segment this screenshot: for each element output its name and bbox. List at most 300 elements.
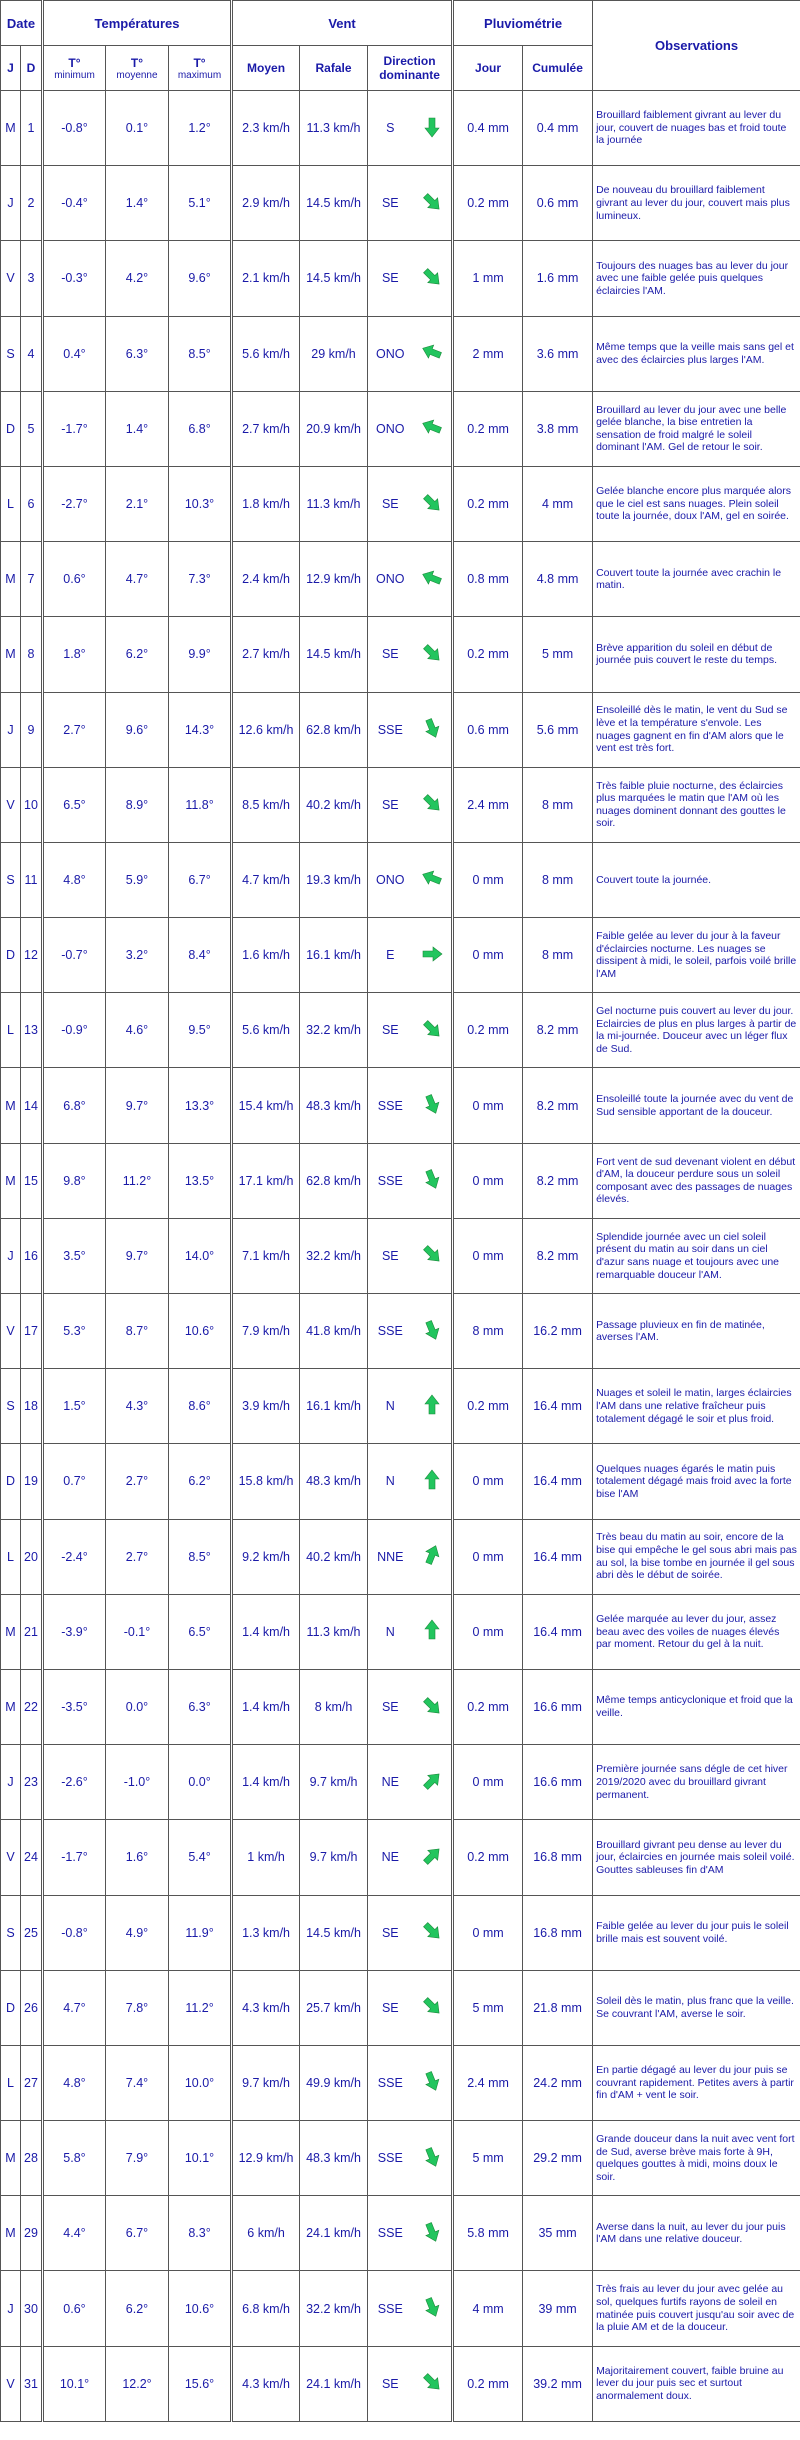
rain-cumul: 29.2 mm: [523, 2121, 593, 2196]
rain-day: 0.2 mm: [453, 1669, 523, 1744]
wind-arrow-icon: [416, 1013, 447, 1044]
wind-arrow-icon: [417, 2142, 446, 2171]
table-row: [1, 692, 800, 767]
wind-direction: NE: [368, 1820, 413, 1895]
header-observations: Observations: [593, 1, 800, 91]
wind-arrow-icon: [416, 186, 447, 217]
temp-max: 11.2°: [169, 1970, 232, 2045]
table-row: [1, 1369, 800, 1444]
wind-arrow-cell: [413, 1669, 453, 1744]
rain-cumul: 5 mm: [523, 617, 593, 692]
observation-text: Couvert toute la journée.: [593, 842, 800, 917]
rain-cumul: 8.2 mm: [523, 1143, 593, 1218]
wind-arrow-cell: [413, 1294, 453, 1369]
wind-arrow-cell: [413, 466, 453, 541]
day-letter: M: [1, 1068, 21, 1143]
observation-text: Même temps que la veille mais sans gel et avec des éclaircies plus larges l'AM.: [593, 316, 800, 391]
temp-max: 14.0°: [169, 1218, 232, 1293]
rain-cumul: 16.6 mm: [523, 1669, 593, 1744]
temp-max: 9.9°: [169, 617, 232, 692]
wind-arrow-cell: [413, 1820, 453, 1895]
temp-max: 0.0°: [169, 1745, 232, 1820]
rain-cumul: 0.6 mm: [523, 166, 593, 241]
wind-avg: 12.6 km/h: [232, 692, 300, 767]
wind-direction: SE: [368, 617, 413, 692]
wind-arrow-icon: [421, 116, 443, 138]
wind-gust: 62.8 km/h: [300, 1143, 368, 1218]
table-row: [1, 1218, 800, 1293]
temp-min: -1.7°: [43, 1820, 106, 1895]
day-letter: M: [1, 1669, 21, 1744]
table-row: [1, 767, 800, 842]
temp-avg: 4.6°: [106, 993, 169, 1068]
day-letter: S: [1, 1369, 21, 1444]
wind-arrow-cell: [413, 1369, 453, 1444]
day-number: 25: [21, 1895, 43, 1970]
wind-direction: N: [368, 1594, 413, 1669]
rain-day: 0.2 mm: [453, 166, 523, 241]
observation-text: Très faible pluie nocturne, des éclaircies plus marquées le matin que l'AM où les nuages dominent donnant des gouttes le soir.: [593, 767, 800, 842]
wind-arrow-cell: [413, 2346, 453, 2421]
wind-arrow-cell: [413, 617, 453, 692]
temp-min: -3.5°: [43, 1669, 106, 1744]
wind-avg: 8.5 km/h: [232, 767, 300, 842]
temp-min: 6.8°: [43, 1068, 106, 1143]
day-letter: M: [1, 2196, 21, 2271]
wind-gust: 32.2 km/h: [300, 993, 368, 1068]
wind-arrow-cell: [413, 1970, 453, 2045]
temp-avg: 4.9°: [106, 1895, 169, 1970]
temp-max: 6.5°: [169, 1594, 232, 1669]
rain-cumul: 16.4 mm: [523, 1519, 593, 1594]
rain-day: 0 mm: [453, 1218, 523, 1293]
wind-avg: 5.6 km/h: [232, 993, 300, 1068]
table-row: [1, 2346, 800, 2421]
temp-avg: 7.4°: [106, 2045, 169, 2120]
day-number: 12: [21, 918, 43, 993]
wind-avg: 9.7 km/h: [232, 2045, 300, 2120]
observation-text: Nuages et soleil le matin, larges éclaircies l'AM dans une relative fraîcheur puis totalement dégagé le soir et plus froid.: [593, 1369, 800, 1444]
wind-avg: 17.1 km/h: [232, 1143, 300, 1218]
wind-direction: NNE: [368, 1519, 413, 1594]
wind-avg: 2.1 km/h: [232, 241, 300, 316]
table-row: [1, 1444, 800, 1519]
wind-direction: SE: [368, 1970, 413, 2045]
wind-arrow-icon: [417, 2293, 446, 2322]
wind-gust: 40.2 km/h: [300, 767, 368, 842]
wind-arrow-cell: [413, 391, 453, 466]
day-number: 8: [21, 617, 43, 692]
wind-gust: 25.7 km/h: [300, 1970, 368, 2045]
wind-direction: ONO: [368, 542, 413, 617]
day-number: 11: [21, 842, 43, 917]
day-letter: V: [1, 2346, 21, 2421]
wind-arrow-icon: [416, 261, 447, 292]
temp-max: 10.0°: [169, 2045, 232, 2120]
wind-avg: 6.8 km/h: [232, 2271, 300, 2346]
header-tmax: T° maximum: [169, 46, 232, 91]
table-row: [1, 1745, 800, 1820]
rain-day: 0.2 mm: [453, 466, 523, 541]
wind-arrow-cell: [413, 1068, 453, 1143]
rain-day: 0 mm: [453, 1519, 523, 1594]
wind-avg: 1.3 km/h: [232, 1895, 300, 1970]
wind-gust: 40.2 km/h: [300, 1519, 368, 1594]
temp-max: 10.6°: [169, 2271, 232, 2346]
wind-gust: 19.3 km/h: [300, 842, 368, 917]
temp-max: 8.6°: [169, 1369, 232, 1444]
temp-min: 4.7°: [43, 1970, 106, 2045]
wind-arrow-icon: [417, 1541, 446, 1570]
wind-arrow-cell: [413, 2196, 453, 2271]
wind-avg: 1.4 km/h: [232, 1745, 300, 1820]
temp-avg: 4.3°: [106, 1369, 169, 1444]
observation-text: Quelques nuages égarés le matin puis totalement dégagé mais froid avec la forte bise l'AM: [593, 1444, 800, 1519]
temp-max: 14.3°: [169, 692, 232, 767]
day-letter: M: [1, 1594, 21, 1669]
temp-min: 3.5°: [43, 1218, 106, 1293]
table-row: [1, 1294, 800, 1369]
day-number: 30: [21, 2271, 43, 2346]
wind-gust: 14.5 km/h: [300, 617, 368, 692]
day-letter: V: [1, 767, 21, 842]
rain-day: 0.2 mm: [453, 1369, 523, 1444]
temp-avg: 5.9°: [106, 842, 169, 917]
observation-text: Faible gelée au lever du jour puis le soleil brille mais est souvent voilé.: [593, 1895, 800, 1970]
day-number: 2: [21, 166, 43, 241]
rain-day: 0 mm: [453, 918, 523, 993]
day-letter: S: [1, 316, 21, 391]
temp-min: 5.8°: [43, 2121, 106, 2196]
rain-day: 5 mm: [453, 2121, 523, 2196]
day-letter: M: [1, 542, 21, 617]
rain-day: 0.2 mm: [453, 617, 523, 692]
temp-min: 1.5°: [43, 1369, 106, 1444]
wind-avg: 4.7 km/h: [232, 842, 300, 917]
table-row: [1, 918, 800, 993]
rain-cumul: 16.4 mm: [523, 1594, 593, 1669]
rain-day: 0.2 mm: [453, 391, 523, 466]
observation-text: Fort vent de sud devenant violent en début d'AM, la douceur perdure sous un soleil composant avec des passages de nuages élevés.: [593, 1143, 800, 1218]
wind-avg: 15.4 km/h: [232, 1068, 300, 1143]
observation-text: Gel nocturne puis couvert au lever du jour. Eclaircies de plus en plus larges à partir de la mi-journée. Douceur avec un léger flux de Sud.: [593, 993, 800, 1068]
wind-direction: SE: [368, 993, 413, 1068]
day-number: 4: [21, 316, 43, 391]
table-row: [1, 1970, 800, 2045]
wind-gust: 48.3 km/h: [300, 1068, 368, 1143]
temp-max: 8.3°: [169, 2196, 232, 2271]
rain-cumul: 8.2 mm: [523, 1068, 593, 1143]
temp-min: 4.8°: [43, 842, 106, 917]
wind-direction: S: [368, 91, 413, 166]
observation-text: Brève apparition du soleil en début de journée puis couvert le reste du temps.: [593, 617, 800, 692]
day-letter: L: [1, 2045, 21, 2120]
wind-arrow-icon: [417, 2067, 446, 2096]
rain-day: 4 mm: [453, 2271, 523, 2346]
wind-arrow-icon: [416, 1840, 447, 1871]
temp-max: 1.2°: [169, 91, 232, 166]
temp-avg: -1.0°: [106, 1745, 169, 1820]
table-row: [1, 617, 800, 692]
day-letter: V: [1, 1820, 21, 1895]
temp-max: 10.1°: [169, 2121, 232, 2196]
observation-text: Ensoleillé toute la journée avec du vent de Sud sensible apportant de la douceur.: [593, 1068, 800, 1143]
temp-max: 6.2°: [169, 1444, 232, 1519]
day-letter: D: [1, 918, 21, 993]
wind-arrow-icon: [417, 714, 446, 743]
observation-text: Toujours des nuages bas au lever du jour avec une faible gelée puis quelques éclaircies l'AM.: [593, 241, 800, 316]
wind-gust: 11.3 km/h: [300, 466, 368, 541]
rain-cumul: 24.2 mm: [523, 2045, 593, 2120]
wind-gust: 9.7 km/h: [300, 1820, 368, 1895]
wind-gust: 16.1 km/h: [300, 918, 368, 993]
header-d: D: [21, 46, 43, 91]
wind-arrow-icon: [417, 1165, 446, 1194]
wind-gust: 11.3 km/h: [300, 1594, 368, 1669]
wind-arrow-icon: [416, 1239, 447, 1270]
temp-avg: 0.0°: [106, 1669, 169, 1744]
wind-arrow-cell: [413, 1218, 453, 1293]
wind-gust: 16.1 km/h: [300, 1369, 368, 1444]
temp-avg: -0.1°: [106, 1594, 169, 1669]
temp-min: 6.5°: [43, 767, 106, 842]
rain-day: 0 mm: [453, 842, 523, 917]
table-row: [1, 1820, 800, 1895]
wind-direction: SE: [368, 466, 413, 541]
temp-min: -0.8°: [43, 91, 106, 166]
table-row: [1, 316, 800, 391]
temp-max: 11.9°: [169, 1895, 232, 1970]
rain-day: 0.8 mm: [453, 542, 523, 617]
temp-avg: 12.2°: [106, 2346, 169, 2421]
day-number: 16: [21, 1218, 43, 1293]
wind-arrow-icon: [416, 1916, 447, 1947]
wind-direction: SE: [368, 1218, 413, 1293]
day-number: 26: [21, 1970, 43, 2045]
rain-day: 0 mm: [453, 1895, 523, 1970]
wind-direction: SSE: [368, 1294, 413, 1369]
rain-cumul: 8 mm: [523, 767, 593, 842]
wind-arrow-icon: [417, 413, 446, 442]
table-row: [1, 842, 800, 917]
observation-text: Très beau du matin au soir, encore de la bise qui empêche le gel sous abri mais pas au sol, la bise tombe en journée il gel sous abri dès le début de soirée.: [593, 1519, 800, 1594]
temp-min: 9.8°: [43, 1143, 106, 1218]
wind-avg: 1.4 km/h: [232, 1594, 300, 1669]
temp-min: 0.7°: [43, 1444, 106, 1519]
rain-day: 0.6 mm: [453, 692, 523, 767]
wind-gust: 48.3 km/h: [300, 2121, 368, 2196]
header-j: J: [1, 46, 21, 91]
wind-arrow-cell: [413, 2121, 453, 2196]
wind-arrow-icon: [417, 338, 446, 367]
wind-arrow-cell: [413, 166, 453, 241]
temp-min: 0.6°: [43, 2271, 106, 2346]
temp-max: 6.7°: [169, 842, 232, 917]
day-letter: D: [1, 1970, 21, 2045]
wind-gust: 41.8 km/h: [300, 1294, 368, 1369]
rain-day: 0 mm: [453, 1594, 523, 1669]
table-row: [1, 166, 800, 241]
table-row: [1, 241, 800, 316]
temp-min: -0.3°: [43, 241, 106, 316]
rain-day: 1 mm: [453, 241, 523, 316]
day-number: 27: [21, 2045, 43, 2120]
observation-text: Brouillard faiblement givrant au lever du jour, couvert de nuages bas et froid toute la journée: [593, 91, 800, 166]
rain-day: 5.8 mm: [453, 2196, 523, 2271]
wind-direction: N: [368, 1444, 413, 1519]
table-row: [1, 2196, 800, 2271]
header-jour: Jour: [453, 46, 523, 91]
day-letter: M: [1, 2121, 21, 2196]
day-letter: J: [1, 2271, 21, 2346]
wind-gust: 14.5 km/h: [300, 1895, 368, 1970]
wind-gust: 62.8 km/h: [300, 692, 368, 767]
temp-max: 8.5°: [169, 1519, 232, 1594]
wind-arrow-icon: [416, 1765, 447, 1796]
rain-day: 0 mm: [453, 1143, 523, 1218]
rain-cumul: 16.6 mm: [523, 1745, 593, 1820]
temp-min: 1.8°: [43, 617, 106, 692]
rain-day: 2.4 mm: [453, 2045, 523, 2120]
day-letter: J: [1, 166, 21, 241]
day-letter: L: [1, 1519, 21, 1594]
day-number: 24: [21, 1820, 43, 1895]
wind-direction: SE: [368, 1669, 413, 1744]
rain-cumul: 16.2 mm: [523, 1294, 593, 1369]
wind-avg: 9.2 km/h: [232, 1519, 300, 1594]
wind-avg: 6 km/h: [232, 2196, 300, 2271]
day-number: 21: [21, 1594, 43, 1669]
temp-min: 5.3°: [43, 1294, 106, 1369]
wind-gust: 14.5 km/h: [300, 166, 368, 241]
table-row: [1, 91, 800, 166]
wind-arrow-icon: [417, 1315, 446, 1344]
day-number: 20: [21, 1519, 43, 1594]
temp-min: -2.6°: [43, 1745, 106, 1820]
wind-arrow-icon: [416, 637, 447, 668]
wind-direction: SSE: [368, 1068, 413, 1143]
table-row: [1, 1895, 800, 1970]
wind-direction: E: [368, 918, 413, 993]
table-row: [1, 466, 800, 541]
wind-arrow-cell: [413, 542, 453, 617]
wind-direction: ONO: [368, 391, 413, 466]
header-pluviometrie: Pluviométrie: [453, 1, 593, 46]
temp-min: 4.4°: [43, 2196, 106, 2271]
table-row: [1, 1669, 800, 1744]
wind-gust: 12.9 km/h: [300, 542, 368, 617]
temp-min: 4.8°: [43, 2045, 106, 2120]
observation-text: Grande douceur dans la nuit avec vent fort de Sud, averse brève mais forte à 9H, quelques gouttes à midi, moins doux le soir.: [593, 2121, 800, 2196]
wind-arrow-icon: [416, 2367, 447, 2398]
wind-arrow-cell: [413, 2271, 453, 2346]
day-letter: M: [1, 1143, 21, 1218]
wind-arrow-icon: [417, 1090, 446, 1119]
wind-arrow-icon: [416, 487, 447, 518]
table-row: [1, 2121, 800, 2196]
rain-day: 0.4 mm: [453, 91, 523, 166]
wind-arrow-cell: [413, 692, 453, 767]
wind-avg: 2.7 km/h: [232, 617, 300, 692]
day-letter: S: [1, 842, 21, 917]
wind-avg: 12.9 km/h: [232, 2121, 300, 2196]
observation-text: Brouillard au lever du jour avec une belle gelée blanche, la bise entretien la sensation de froid malgré le soleil dominant l'AM. Gel de retour le soir.: [593, 391, 800, 466]
rain-cumul: 16.8 mm: [523, 1895, 593, 1970]
wind-avg: 4.3 km/h: [232, 1970, 300, 2045]
temp-max: 15.6°: [169, 2346, 232, 2421]
rain-cumul: 3.6 mm: [523, 316, 593, 391]
wind-arrow-cell: [413, 918, 453, 993]
wind-avg: 15.8 km/h: [232, 1444, 300, 1519]
rain-cumul: 16.4 mm: [523, 1444, 593, 1519]
day-letter: L: [1, 993, 21, 1068]
wind-avg: 7.9 km/h: [232, 1294, 300, 1369]
observation-text: Même temps anticyclonique et froid que la veille.: [593, 1669, 800, 1744]
wind-gust: 14.5 km/h: [300, 241, 368, 316]
day-letter: V: [1, 1294, 21, 1369]
day-letter: J: [1, 692, 21, 767]
day-letter: D: [1, 1444, 21, 1519]
table-row: [1, 1594, 800, 1669]
rain-cumul: 39.2 mm: [523, 2346, 593, 2421]
observation-text: Soleil dès le matin, plus franc que la veille. Se couvrant l'AM, averse le soir.: [593, 1970, 800, 2045]
temp-max: 13.5°: [169, 1143, 232, 1218]
wind-arrow-cell: [413, 91, 453, 166]
rain-cumul: 4 mm: [523, 466, 593, 541]
observation-text: De nouveau du brouillard faiblement givrant au lever du jour, couvert mais plus lumineux.: [593, 166, 800, 241]
wind-direction: SSE: [368, 2045, 413, 2120]
wind-gust: 32.2 km/h: [300, 2271, 368, 2346]
temp-max: 10.3°: [169, 466, 232, 541]
wind-arrow-icon: [416, 1991, 447, 2022]
temp-avg: 1.6°: [106, 1820, 169, 1895]
wind-avg: 4.3 km/h: [232, 2346, 300, 2421]
temp-max: 8.4°: [169, 918, 232, 993]
rain-cumul: 39 mm: [523, 2271, 593, 2346]
rain-cumul: 3.8 mm: [523, 391, 593, 466]
wind-direction: SE: [368, 767, 413, 842]
wind-direction: SE: [368, 2346, 413, 2421]
rain-day: 2 mm: [453, 316, 523, 391]
temp-min: -2.7°: [43, 466, 106, 541]
temp-min: 0.6°: [43, 542, 106, 617]
temp-min: -0.8°: [43, 1895, 106, 1970]
wind-direction: SE: [368, 1895, 413, 1970]
wind-gust: 24.1 km/h: [300, 2346, 368, 2421]
day-number: 29: [21, 2196, 43, 2271]
wind-avg: 2.7 km/h: [232, 391, 300, 466]
observation-text: Ensoleillé dès le matin, le vent du Sud se lève et la température s'envole. Les nuages gagnent en fin d'AM alors que le vent est très fort.: [593, 692, 800, 767]
wind-avg: 2.4 km/h: [232, 542, 300, 617]
wind-arrow-cell: [413, 316, 453, 391]
day-number: 10: [21, 767, 43, 842]
day-number: 14: [21, 1068, 43, 1143]
header-tmoy: T° moyenne: [106, 46, 169, 91]
temp-avg: 2.1°: [106, 466, 169, 541]
wind-arrow-icon: [417, 2218, 446, 2247]
temp-avg: 7.9°: [106, 2121, 169, 2196]
wind-arrow-cell: [413, 1143, 453, 1218]
wind-gust: 8 km/h: [300, 1669, 368, 1744]
temp-avg: 4.2°: [106, 241, 169, 316]
rain-day: 0.2 mm: [453, 993, 523, 1068]
wind-gust: 29 km/h: [300, 316, 368, 391]
wind-gust: 49.9 km/h: [300, 2045, 368, 2120]
day-number: 6: [21, 466, 43, 541]
rain-cumul: 35 mm: [523, 2196, 593, 2271]
temp-avg: 1.4°: [106, 166, 169, 241]
wind-gust: 24.1 km/h: [300, 2196, 368, 2271]
